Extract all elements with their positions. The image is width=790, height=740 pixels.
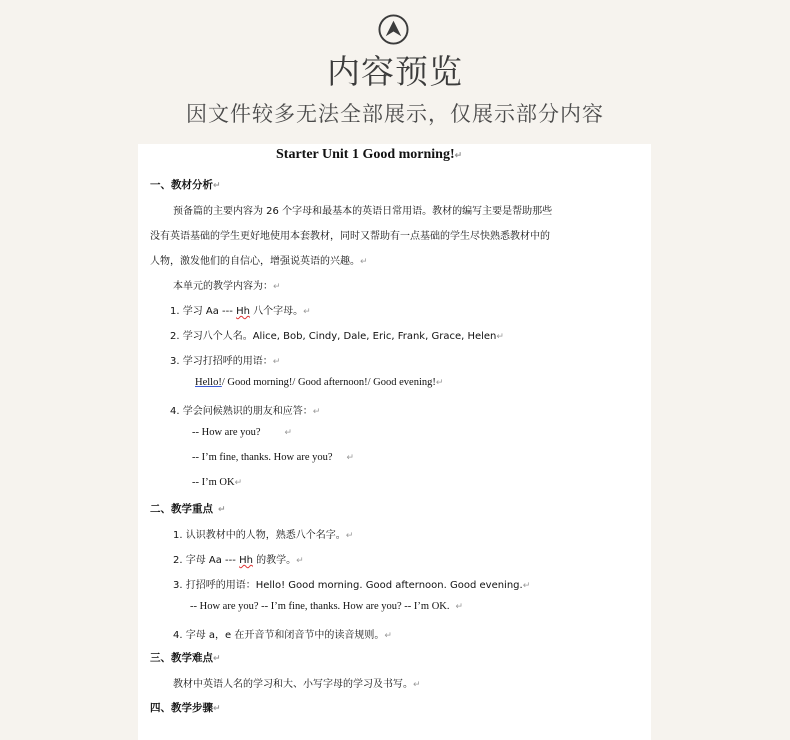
page-subtitle: 因文件较多无法全部展示，仅展示部分内容 <box>186 102 604 126</box>
dialogue-line: -- How are you? -- I’m fine, thanks. How are you? -- I’m OK. ↵ <box>190 601 464 612</box>
list-item: 1. 认识教材中的人物，熟悉八个名字。↵ <box>173 530 354 541</box>
list-item: 1. 学习 Aa --- Hh 八个字母。↵ <box>170 306 311 317</box>
up-arrow-circle-icon <box>378 14 409 45</box>
document-preview <box>138 144 651 740</box>
paragraph-line: 没有英语基础的学生更好地使用本套教材，同时又帮助有一点基础的学生尽快熟悉教材中的 <box>150 231 550 242</box>
paragraph-line: 教材中英语人名的学习和大、小写字母的学习及书写。↵ <box>173 679 421 690</box>
section-heading: 四、教学步骤↵ <box>150 702 221 714</box>
list-item: 4. 字母 a，e 在开音节和闭音节中的读音规则。↵ <box>173 630 392 641</box>
paragraph-line: 本单元的教学内容为：↵ <box>173 281 281 292</box>
section-heading: 二、教学重点 ↵ <box>150 503 226 515</box>
list-subline: Hello!/ Good morning!/ Good afternoon!/ Good evening!↵ <box>195 377 444 388</box>
section-heading: 一、教材分析↵ <box>150 179 221 191</box>
dialogue-line: -- I’m OK↵ <box>192 477 243 488</box>
list-item: 3. 打招呼的用语：Hello! Good morning. Good afternoon. Good evening.↵ <box>173 580 531 591</box>
paragraph-line: 人物，激发他们的自信心，增强说英语的兴趣。↵ <box>150 256 368 267</box>
page-title: 内容预览 <box>327 52 463 91</box>
list-item: 4. 学会问候熟识的朋友和应答：↵ <box>170 406 321 417</box>
list-item: 2. 学习八个人名。Alice, Bob, Cindy, Dale, Eric, Frank, Grace, Helen↵ <box>170 331 504 342</box>
section-heading: 三、教学难点↵ <box>150 652 221 664</box>
list-item: 3. 学习打招呼的用语：↵ <box>170 356 281 367</box>
paragraph-line: 预备篇的主要内容为 26 个字母和最基本的英语日常用语。教材的编写主要是帮助那些 <box>173 206 553 217</box>
dialogue-line: -- I’m fine, thanks. How are you? ↵ <box>192 452 355 463</box>
dialogue-line: -- How are you? ↵ <box>192 427 293 438</box>
list-item: 2. 字母 Aa --- Hh 的教学。↵ <box>173 555 304 566</box>
document-title: Starter Unit 1 Good morning!↵ <box>276 147 463 162</box>
